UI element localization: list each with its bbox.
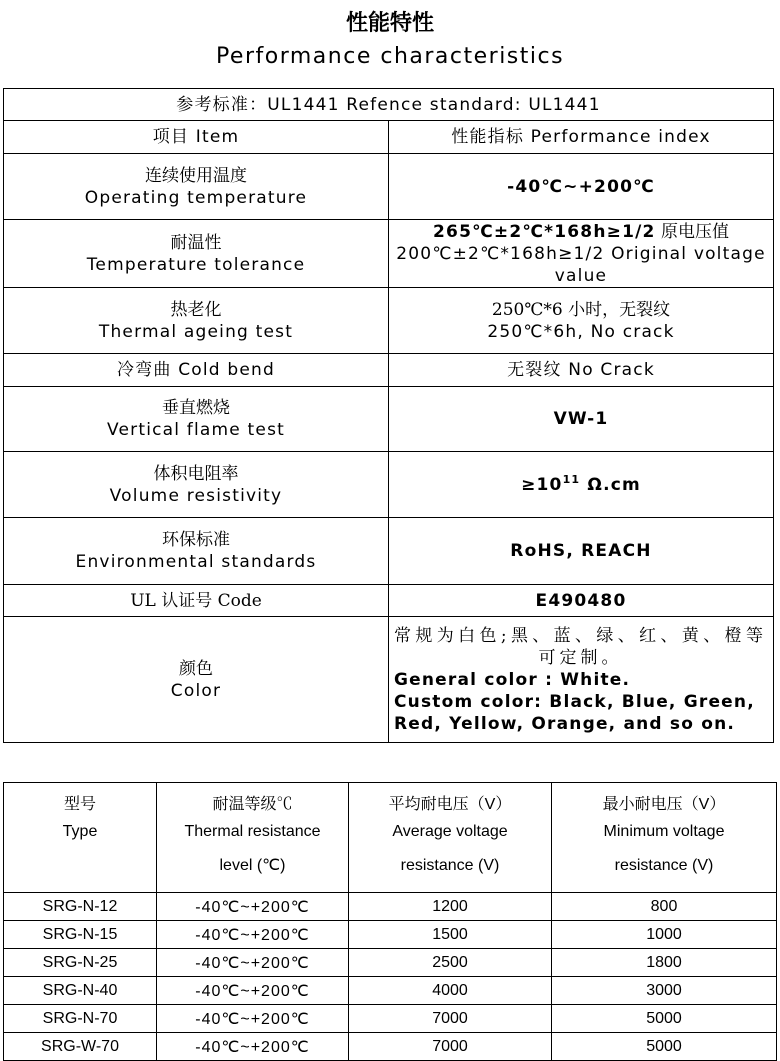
item-label-zh: 垂直燃烧 (162, 398, 230, 418)
custom-color: Custom color: Black, Blue, Green, Red, Yellow, Orange, and so on. (394, 691, 755, 734)
table-row (4, 921, 777, 949)
item-label-en: Operating temperature (84, 187, 308, 208)
header-en-2: resistance (V) (614, 857, 714, 874)
table-header-row (4, 783, 777, 893)
item-cell: 冷弯曲 Cold bend (4, 354, 389, 387)
value-suffix: 原电压值 (655, 221, 729, 242)
reference-standard: 参考标准：UL1441 Refence standard: UL1441 (4, 89, 774, 121)
table-row (4, 288, 774, 354)
type-cell: SRG-N-12 (4, 893, 157, 921)
value-cell (389, 452, 774, 518)
general-color: General color : White. (394, 669, 631, 690)
model-table (3, 782, 777, 1061)
item-header: 项目 Item (4, 121, 389, 154)
type-cell: SRG-W-70 (4, 1033, 157, 1061)
value-cell (389, 220, 774, 288)
table-row (4, 354, 774, 387)
table-row (4, 585, 774, 617)
value-zh: 250℃*6 小时，无裂纹 (491, 299, 671, 320)
item-label-en: Color (170, 680, 222, 701)
header-en: Minimum voltage (603, 823, 725, 840)
average-cell: 7000 (349, 1005, 552, 1033)
value-base: ≥10 (521, 474, 563, 495)
item-label-zh: 颜色 (179, 658, 213, 679)
table-row (4, 977, 777, 1005)
item-label-zh: 热老化 (170, 299, 222, 320)
table-row (4, 387, 774, 452)
item-cell (4, 518, 389, 585)
item-label-en: Thermal ageing test (98, 321, 294, 342)
value-cell: RoHS, REACH (389, 518, 774, 585)
header-en: Average voltage (392, 823, 508, 840)
average-header (349, 783, 552, 893)
item-label-en: Volume resistivity (109, 485, 283, 506)
value-cell (389, 288, 774, 354)
average-cell: 1200 (349, 893, 552, 921)
value-unit: Ω.cm (580, 474, 641, 495)
header-en-2: level (℃) (219, 857, 286, 874)
item-cell (4, 154, 389, 220)
table-row (4, 220, 774, 288)
table-row (4, 893, 777, 921)
thermal-cell: -40℃~+200℃ (157, 893, 349, 921)
header-en: Type (62, 823, 98, 840)
average-cell: 1500 (349, 921, 552, 949)
item-label-en: Environmental standards (75, 552, 317, 572)
average-cell: 7000 (349, 1033, 552, 1061)
average-cell: 4000 (349, 977, 552, 1005)
header-en: Thermal resistance (184, 823, 321, 840)
thermal-cell: -40℃~+200℃ (157, 977, 349, 1005)
value-cell (389, 617, 774, 743)
header-zh: 耐温等级℃ (212, 796, 293, 813)
table-header-row (4, 121, 774, 154)
thermal-header (157, 783, 349, 893)
value-en: 200℃±2℃*168h≥1/2 Original voltage value (396, 243, 766, 286)
item-label-en: Vertical flame test (106, 420, 286, 440)
performance-table (3, 88, 774, 743)
table-row (4, 617, 774, 743)
thermal-cell: -40℃~+200℃ (157, 949, 349, 977)
item-label-zh: 环保标准 (162, 530, 230, 550)
value-cell: 无裂纹 No Crack (389, 354, 774, 387)
item-cell (4, 452, 389, 518)
item-label-zh: 耐温性 (170, 232, 222, 253)
item-cell (4, 387, 389, 452)
minimum-cell: 1000 (552, 921, 777, 949)
value-bold: 265℃±2℃*168h≥1/2 (433, 221, 656, 242)
item-cell: UL 认证号 Code (4, 585, 389, 617)
table-row (4, 154, 774, 220)
item-cell (4, 220, 389, 288)
item-label-en: Temperature tolerance (86, 254, 306, 275)
item-cell (4, 288, 389, 354)
value-cell: -40℃~+200℃ (389, 154, 774, 220)
value-cell: E490480 (389, 585, 774, 617)
value-exponent: 11 (562, 472, 581, 486)
type-cell: SRG-N-15 (4, 921, 157, 949)
table-row (4, 89, 774, 121)
item-label-zh: 连续使用温度 (145, 165, 247, 186)
type-cell: SRG-N-40 (4, 977, 157, 1005)
table-row (4, 1005, 777, 1033)
thermal-cell: -40℃~+200℃ (157, 1005, 349, 1033)
table-row (4, 1033, 777, 1061)
type-header (4, 783, 157, 893)
header-en-2: resistance (V) (400, 857, 500, 874)
index-header: 性能指标 Performance index (389, 121, 774, 154)
table-row (4, 518, 774, 585)
type-cell: SRG-N-25 (4, 949, 157, 977)
item-label-zh: 体积电阻率 (153, 463, 239, 484)
minimum-header (552, 783, 777, 893)
page-title-zh: 性能特性 (345, 10, 434, 36)
page-title-en: Performance characteristics (215, 44, 565, 69)
minimum-cell: 1800 (552, 949, 777, 977)
value-cell: VW-1 (389, 387, 774, 452)
average-cell: 2500 (349, 949, 552, 977)
table-row (4, 452, 774, 518)
header-zh: 平均耐电压（V） (388, 796, 512, 813)
minimum-cell: 3000 (552, 977, 777, 1005)
header-zh: 型号 (63, 796, 96, 813)
minimum-cell: 5000 (552, 1005, 777, 1033)
minimum-cell: 5000 (552, 1033, 777, 1061)
type-cell: SRG-N-70 (4, 1005, 157, 1033)
table-row (4, 949, 777, 977)
value-en: 250℃*6h, No crack (487, 321, 675, 342)
header-zh: 最小耐电压（V） (602, 796, 726, 813)
item-cell (4, 617, 389, 743)
minimum-cell: 800 (552, 893, 777, 921)
thermal-cell: -40℃~+200℃ (157, 921, 349, 949)
thermal-cell: -40℃~+200℃ (157, 1033, 349, 1061)
color-note-zh: 常规为白色;黑、蓝、绿、红、黄、橙等可定制。 (394, 625, 767, 668)
